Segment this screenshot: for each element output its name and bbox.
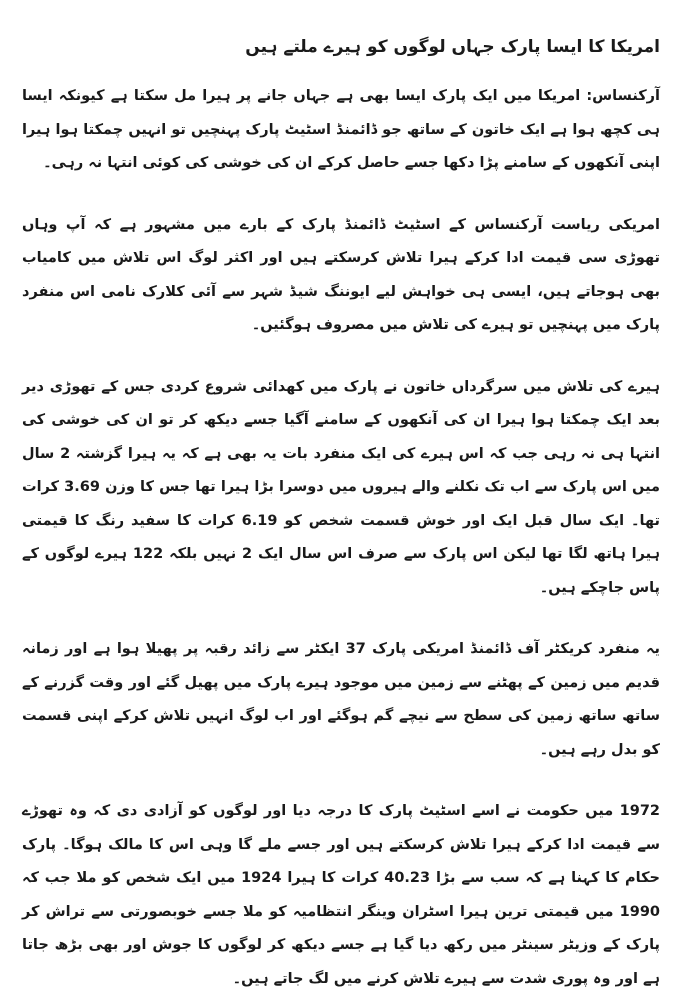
- article-paragraph-4: یہ منفرد کریکٹر آف ڈائمنڈ امریکی پارک 37 ایکٹر سے زائد رقبہ پر پھیلا ہوا ہے اور زمانہ قدیم میں زمین کے پھٹنے سے زمین میں موجود ہیرے پارک میں پھیل گئے اور وقت گزرنے کے ساتھ ساتھ زمین کی سطح سے نیچے گم ہوگئے اور اب لوگ انہیں تلاش کرکے اپنی قسمت کو بدل رہے ہیں۔: [22, 641, 660, 758]
- article-paragraph-5: 1972 میں حکومت نے اسے اسٹیٹ پارک کا درجہ دیا اور لوگوں کو آزادی دی کہ وہ تھوڑے سے قیمت ادا کرکے ہیرا تلاش کرسکتے ہیں اور جسے ملے گا وہی اس کا مالک ہوگا۔ پارک حکام کا کہنا ہے کہ سب سے بڑا 40.23 کرات کا ہیرا 1924 میں ایک شخص کو ملا جب کہ 1990 میں قیمتی ترین ہیرا اسٹران وینگر انتظامیہ کو ملا جسے خوبصورتی سے تراش کر پارک کے وزیٹر سینٹر میں رکھ دیا گیا ہے جسے دیکھ کر لوگوں کا جوش اور بھی بڑھ جاتا ہے اور وہ پوری شدت سے ہیرے تلاش کرنے میں لگ جاتے ہیں۔: [22, 803, 660, 987]
- article-paragraph-2: امریکی ریاست آرکنساس کے اسٹیٹ ڈائمنڈ پارک کے بارے میں مشہور ہے کہ آپ وہاں تھوڑی سی قیمت ادا کرکے ہیرا تلاش کرسکتے ہیں اور اکثر لوگ اس تلاش میں کامیاب بھی ہوجاتے ہیں، ایسی ہی خواہش لیے ایوننگ شیڈ شہر سے آئی کلارک نامی اس منفرد پارک میں پہنچیں تو ہیرے کی تلاش میں مصروف ہوگئیں۔: [22, 216, 660, 333]
- article-title: امریکا کا ایسا پارک جہاں لوگوں کو ہیرے ملتے ہیں: [245, 37, 660, 57]
- article-paragraph-1: آرکنساس: امریکا میں ایک پارک ایسا بھی ہے جہاں جانے پر ہیرا مل سکتا ہے کیونکہ ایسا ہی کچھ ہوا ہے ایک خاتون کے ساتھ جو ڈائمنڈ اسٹیٹ پارک پہنچیں تو انہیں چمکتا ہوا ہیرا اپنی آنکھوں کے سامنے پڑا دکھا جسے حاصل کرکے ان کی خوشی کی کوئی انتہا نہ رہی۔: [22, 88, 660, 171]
- article-paragraph-3: ہیرے کی تلاش میں سرگرداں خاتون نے پارک میں کھدائی شروع کردی جس کے تھوڑی دیر بعد ایک چمکتا ہوا ہیرا ان کی آنکھوں کے سامنے آگیا جسے دیکھ کر تو ان کی خوشی کی انتہا ہی نہ رہی جب کہ اس ہیرے کی ایک منفرد بات یہ بھی ہے کہ یہ ہیرا گزشتہ 2 سال میں اس پارک سے اب تک نکلنے والے ہیروں میں دوسرا بڑا ہیرا تھا جس کا وزن 3.69 کرات تھا۔ ایک سال قبل ایک اور خوش قسمت شخص کو 6.19 کرات کا سفید رنگ کا قیمتی ہیرا ہاتھ لگا تھا لیکن اس پارک سے صرف اس سال ایک 2 نہیں بلکہ 122 ہیرے لوگوں کے پاس جاچکے ہیں۔: [22, 378, 660, 596]
